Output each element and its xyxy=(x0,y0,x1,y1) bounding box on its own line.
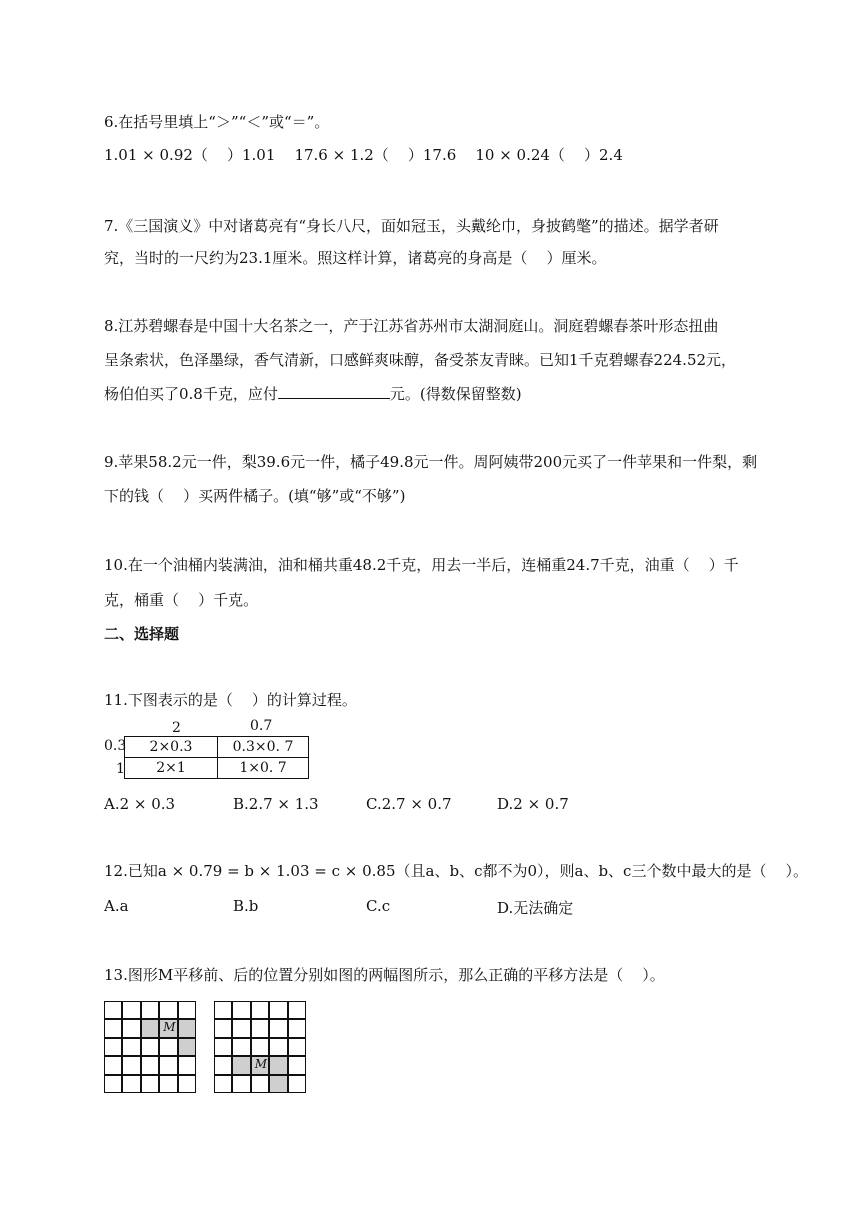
grid-cell xyxy=(214,1019,232,1037)
grid-cell xyxy=(214,1001,232,1019)
q10-line2: 克，桶重（ ）千克。 xyxy=(104,591,259,609)
q6-comparisons: 1.01 × 0.92（ ）1.01 17.6 × 1.2（ ）17.6 10 × 0.24（ ）2.4 xyxy=(104,146,623,164)
grid-cell xyxy=(122,1075,140,1093)
grid-cell xyxy=(232,1075,250,1093)
grid-cell xyxy=(251,1019,269,1037)
q7-line2: 究，当时的一尺约为23.1厘米。照这样计算，诸葛亮的身高是（ ）厘米。 xyxy=(104,249,607,267)
grid-cell xyxy=(178,1075,196,1093)
grid-cell xyxy=(178,1001,196,1019)
q13-grid-after xyxy=(214,1001,306,1093)
grid-cell xyxy=(288,1056,306,1074)
q11-col-label-2: 0.7 xyxy=(250,718,273,734)
q11-cell: 2×1 xyxy=(125,758,218,779)
grid-cell xyxy=(251,1075,269,1093)
grid-cell xyxy=(141,1038,159,1056)
q6-title: 6.在括号里填上“＞”“＜”或“＝”。 xyxy=(104,113,330,131)
grid-cell-shaded xyxy=(269,1056,287,1074)
grid-cell xyxy=(232,1019,250,1037)
grid-cell xyxy=(141,1075,159,1093)
q11-area-model xyxy=(124,736,309,779)
q10-line1: 10.在一个油桶内装满油，油和桶共重48.2千克，用去一半后，连桶重24.7千克，油重（ ）千 xyxy=(104,556,739,574)
grid-cell-shaded xyxy=(232,1056,250,1074)
grid-cell xyxy=(122,1001,140,1019)
grid-cell xyxy=(178,1056,196,1074)
q11-option-c[interactable]: C.2.7 × 0.7 xyxy=(366,795,452,813)
q11-col-label-1: 2 xyxy=(172,720,181,736)
q11-title: 11.下图表示的是（ ）的计算过程。 xyxy=(104,691,357,709)
grid-cell xyxy=(104,1056,122,1074)
grid-cell xyxy=(159,1001,177,1019)
q9-line2: 下的钱（ ）买两件橘子。(填“够”或“不够”) xyxy=(104,487,406,505)
shape-m-label: M xyxy=(254,1057,268,1072)
grid-cell xyxy=(141,1001,159,1019)
q11-row-label-1: 0.3 xyxy=(104,738,127,754)
q11-cell: 0.3×0. 7 xyxy=(218,737,309,758)
q11-option-d[interactable]: D.2 × 0.7 xyxy=(497,795,569,813)
section-title-choice: 二、选择题 xyxy=(104,625,180,643)
q12-option-a[interactable]: A.a xyxy=(104,897,129,915)
shape-m-label: M xyxy=(163,1020,176,1035)
grid-cell xyxy=(288,1019,306,1037)
q9-line1: 9.苹果58.2元一件，梨39.6元一件，橘子49.8元一件。周阿姨带200元买了一件苹果和一件梨，剩 xyxy=(104,453,758,471)
grid-cell xyxy=(122,1056,140,1074)
q13-title: 13.图形M平移前、后的位置分别如图的两幅图所示，那么正确的平移方法是（ ）。 xyxy=(104,966,665,984)
grid-cell xyxy=(232,1001,250,1019)
grid-cell-shaded xyxy=(269,1075,287,1093)
grid-cell xyxy=(251,1038,269,1056)
grid-cell xyxy=(269,1001,287,1019)
grid-cell xyxy=(214,1038,232,1056)
grid-cell xyxy=(122,1019,140,1037)
grid-cell xyxy=(288,1038,306,1056)
q12-title: 12.已知a × 0.79 = b × 1.03 = c × 0.85（且a、b、c都不为0），则a、b、c三个数中最大的是（ ）。 xyxy=(104,862,809,880)
q11-option-b[interactable]: B.2.7 × 1.3 xyxy=(233,795,319,813)
grid-cell xyxy=(214,1075,232,1093)
q7-line1: 7.《三国演义》中对诸葛亮有“身长八尺，面如冠玉，头戴纶巾，身披鹤氅”的描述。据学者研 xyxy=(104,217,719,235)
grid-cell-shaded xyxy=(178,1019,196,1037)
grid-cell xyxy=(269,1019,287,1037)
grid-cell xyxy=(141,1056,159,1074)
grid-cell xyxy=(159,1038,177,1056)
q13-grid-before xyxy=(104,1001,196,1093)
grid-cell xyxy=(288,1075,306,1093)
q11-row-label-2: 1 xyxy=(116,761,125,777)
q11-cell: 2×0.3 xyxy=(125,737,218,758)
q8-line1: 8.江苏碧螺春是中国十大名茶之一，产于江苏省苏州市太湖洞庭山。洞庭碧螺春茶叶形态扭曲 xyxy=(104,317,719,335)
q8-line2: 呈条索状，色泽墨绿，香气清新，口感鲜爽味醇，备受茶友青睐。已知1千克碧螺春224.52元， xyxy=(104,351,737,369)
grid-cell xyxy=(159,1075,177,1093)
grid-cell-shaded xyxy=(141,1019,159,1037)
q11-option-a[interactable]: A.2 × 0.3 xyxy=(104,795,176,813)
grid-cell xyxy=(104,1001,122,1019)
grid-cell xyxy=(251,1001,269,1019)
grid-cell xyxy=(232,1038,250,1056)
q12-option-b[interactable]: B.b xyxy=(233,897,259,915)
grid-cell xyxy=(214,1056,232,1074)
grid-cell xyxy=(104,1019,122,1037)
answer-blank[interactable] xyxy=(278,384,390,399)
grid-cell-shaded xyxy=(178,1038,196,1056)
q8-line3: 杨伯伯买了0.8千克，应付 元。(得数保留整数) xyxy=(104,385,522,403)
grid-cell xyxy=(269,1038,287,1056)
grid-cell xyxy=(159,1056,177,1074)
grid-cell xyxy=(288,1001,306,1019)
grid-cell xyxy=(122,1038,140,1056)
grid-cell xyxy=(104,1075,122,1093)
q12-option-c[interactable]: C.c xyxy=(366,897,391,915)
q11-cell: 1×0. 7 xyxy=(218,758,309,779)
q12-option-d[interactable]: D.无法确定 xyxy=(497,899,574,917)
grid-cell xyxy=(104,1038,122,1056)
